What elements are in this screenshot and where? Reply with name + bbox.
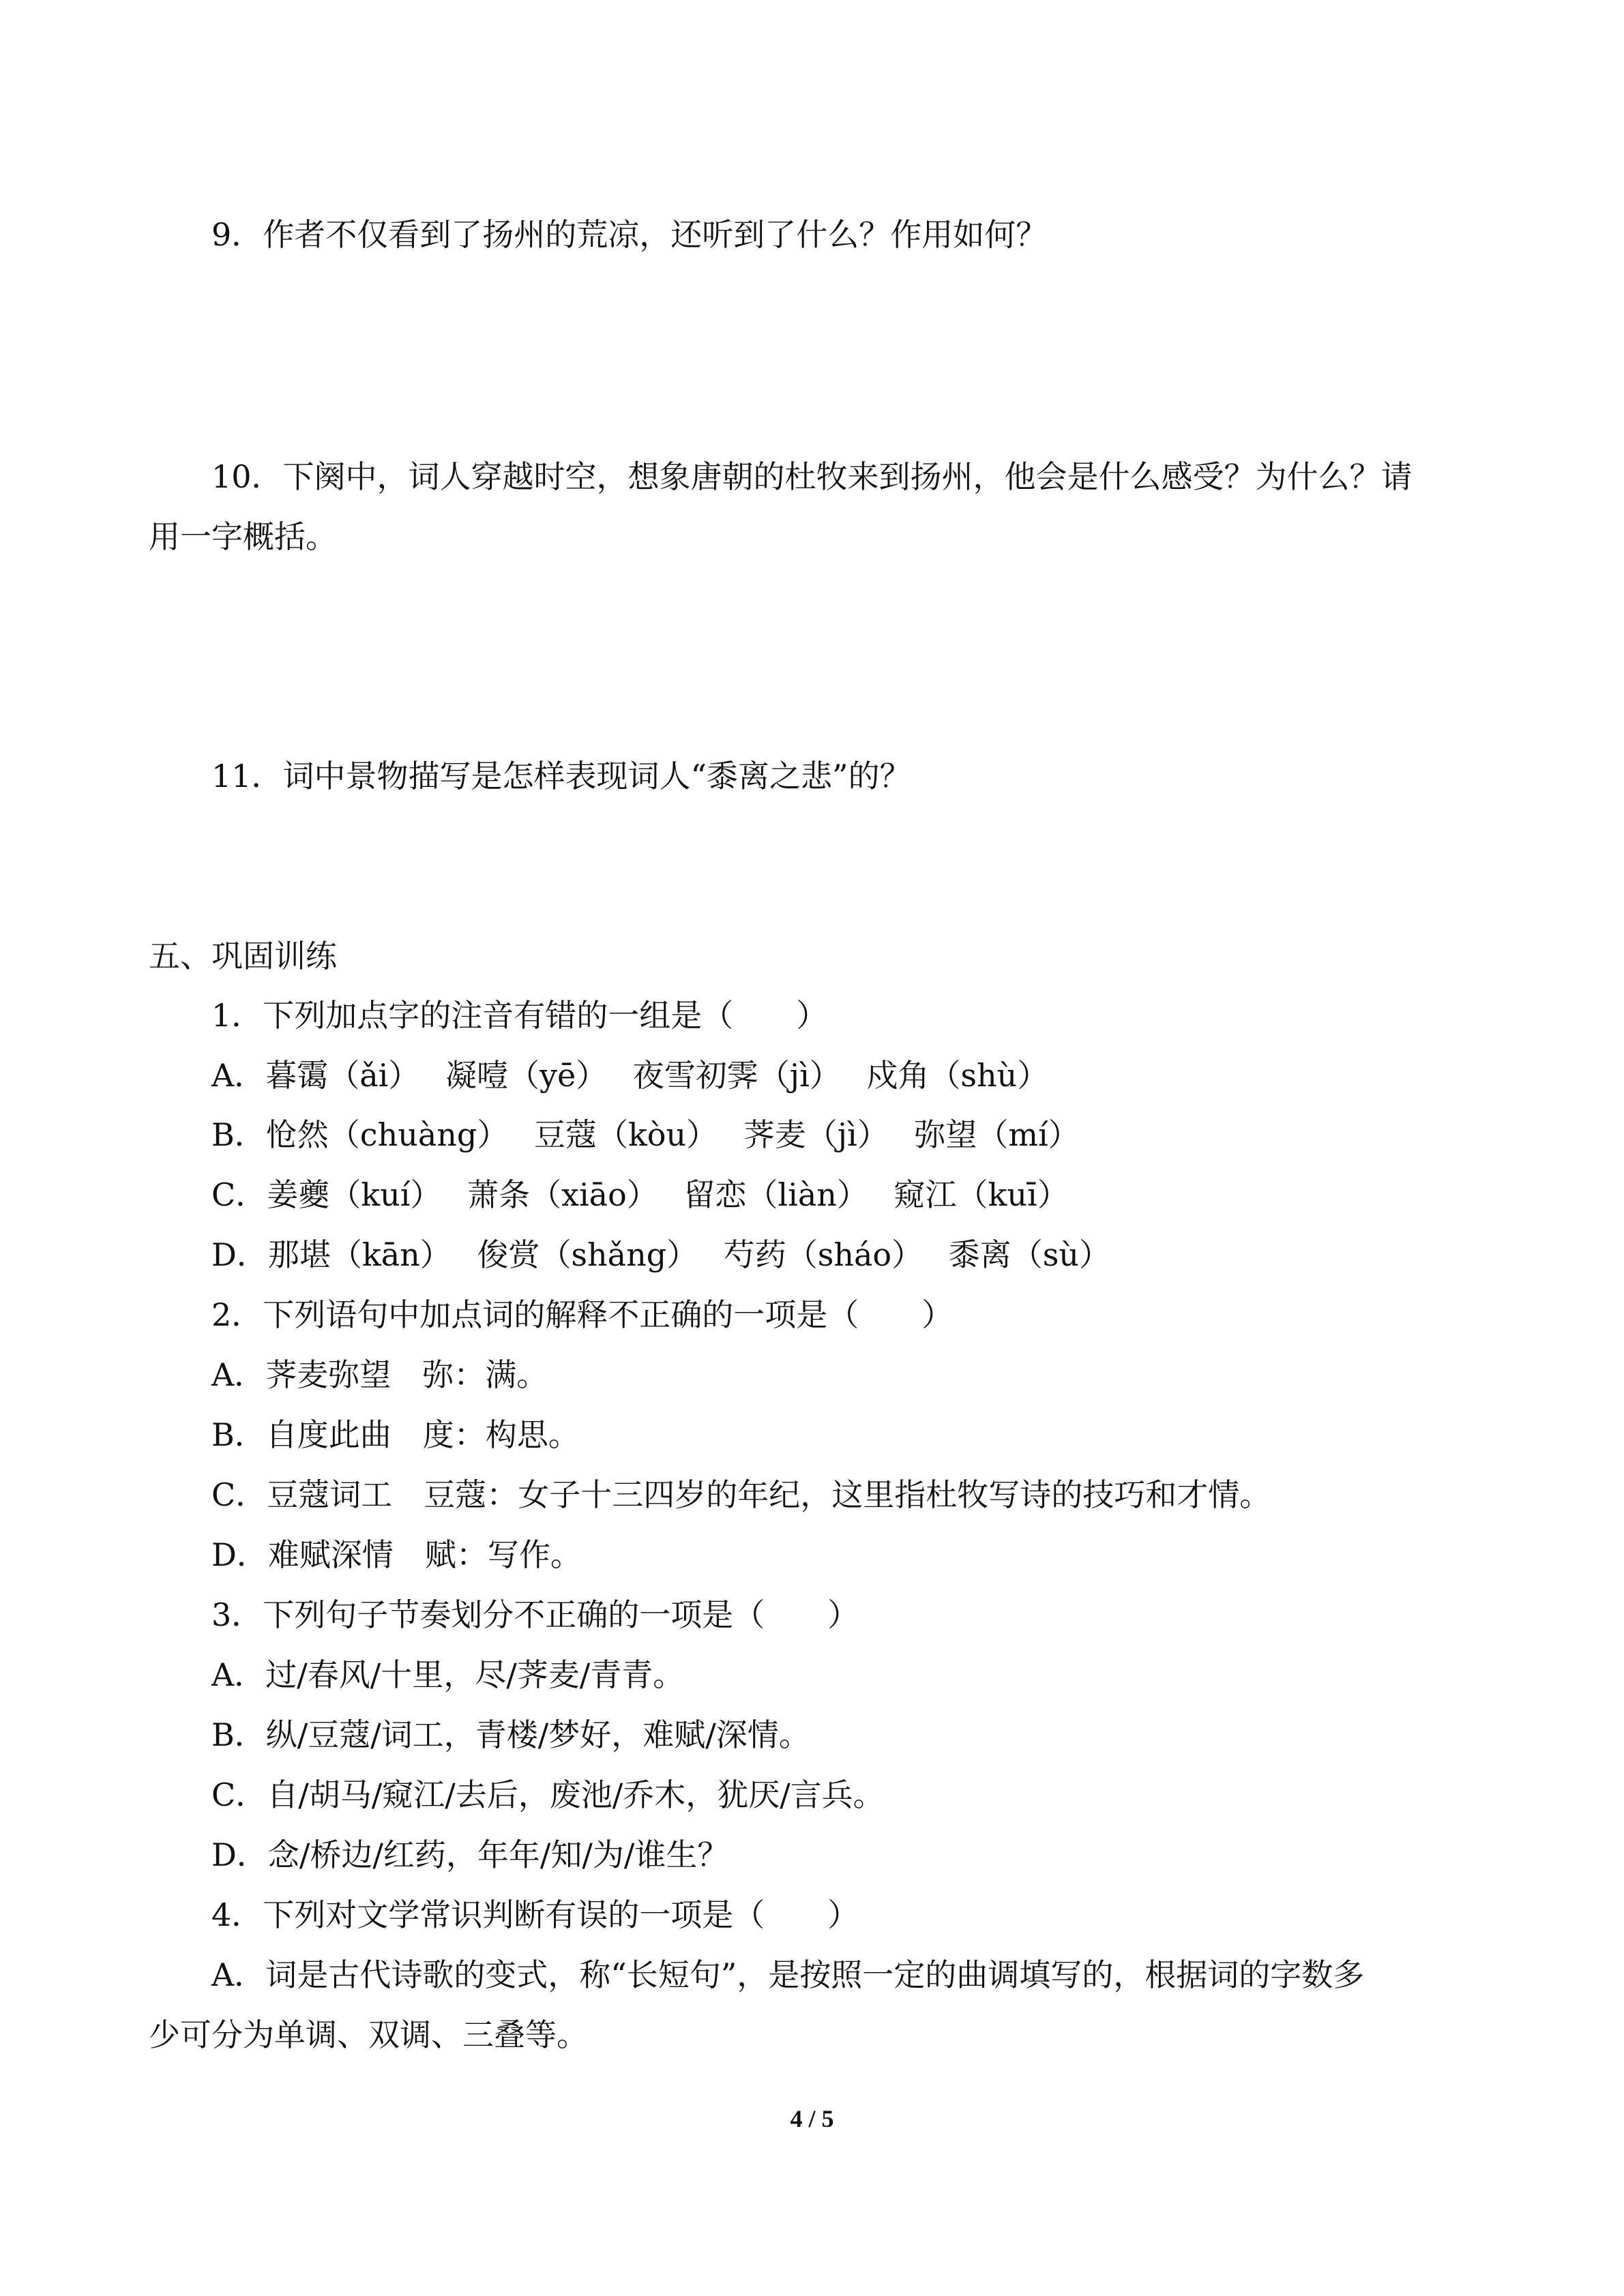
q1-stem: 1．下列加点字的注音有错的一组是（ ） <box>211 997 828 1034</box>
q2-option-b: B．自度此曲 度：构思。 <box>211 1416 580 1453</box>
question-10-line-2: 用一字概括。 <box>149 518 337 555</box>
question-10-line-1: 10．下阕中，词人穿越时空，想象唐朝的杜牧来到扬州，他会是什么感受？为什么？请 <box>211 458 1413 495</box>
section-title: 五、巩固训练 <box>149 938 337 974</box>
page-number: 4 / 5 <box>790 2105 834 2132</box>
q1-option-b: B．怆然（chuàng） 豆蔻（kòu） 荠麦（jì） 弥望（mí） <box>211 1116 1080 1153</box>
q4-option-a-line-2: 少可分为单调、双调、三叠等。 <box>149 2016 588 2053</box>
q2-option-d: D．难赋深情 赋：写作。 <box>211 1536 582 1573</box>
q3-option-b: B．纵/豆蔻/词工，青楼/梦好，难赋/深情。 <box>211 1716 810 1753</box>
q3-stem: 3．下列句子节奏划分不正确的一项是（ ） <box>211 1596 859 1633</box>
question-9: 9．作者不仅看到了扬州的荒凉，还听到了什么？作用如何？ <box>211 216 1048 253</box>
q3-option-c: C．自/胡马/窥江/去后，废池/乔木，犹厌/言兵。 <box>211 1776 885 1813</box>
q2-option-a: A．荠麦弥望 弥：满。 <box>211 1356 548 1393</box>
question-11: 11．词中景物描写是怎样表现词人“黍离之悲”的？ <box>211 758 911 794</box>
q3-option-a: A．过/春风/十里，尽/荠麦/青青。 <box>211 1656 685 1693</box>
q2-option-c: C．豆蔻词工 豆蔻：女子十三四岁的年纪，这里指杜牧写诗的技巧和才情。 <box>211 1476 1271 1513</box>
q2-stem: 2．下列语句中加点词的解释不正确的一项是（ ） <box>211 1296 954 1333</box>
q3-option-d: D．念/桥边/红药，年年/知/为/谁生？ <box>211 1836 729 1873</box>
q1-option-d: D．那堪（kān） 俊赏（shǎng） 芍药（sháo） 黍离（sù） <box>211 1236 1110 1273</box>
q1-option-a: A．暮霭（ǎi） 凝噎（yē） 夜雪初霁（jì） 戍角（shù） <box>211 1057 1049 1094</box>
q1-option-c: C．姜夔（kuí） 萧条（xiāo） 留恋（liàn） 窥江（kuī） <box>211 1176 1069 1213</box>
q4-stem: 4．下列对文学常识判断有误的一项是（ ） <box>211 1896 859 1933</box>
q4-option-a-line-1: A．词是古代诗歌的变式，称“长短句”，是按照一定的曲调填写的，根据词的字数多 <box>211 1956 1365 1993</box>
